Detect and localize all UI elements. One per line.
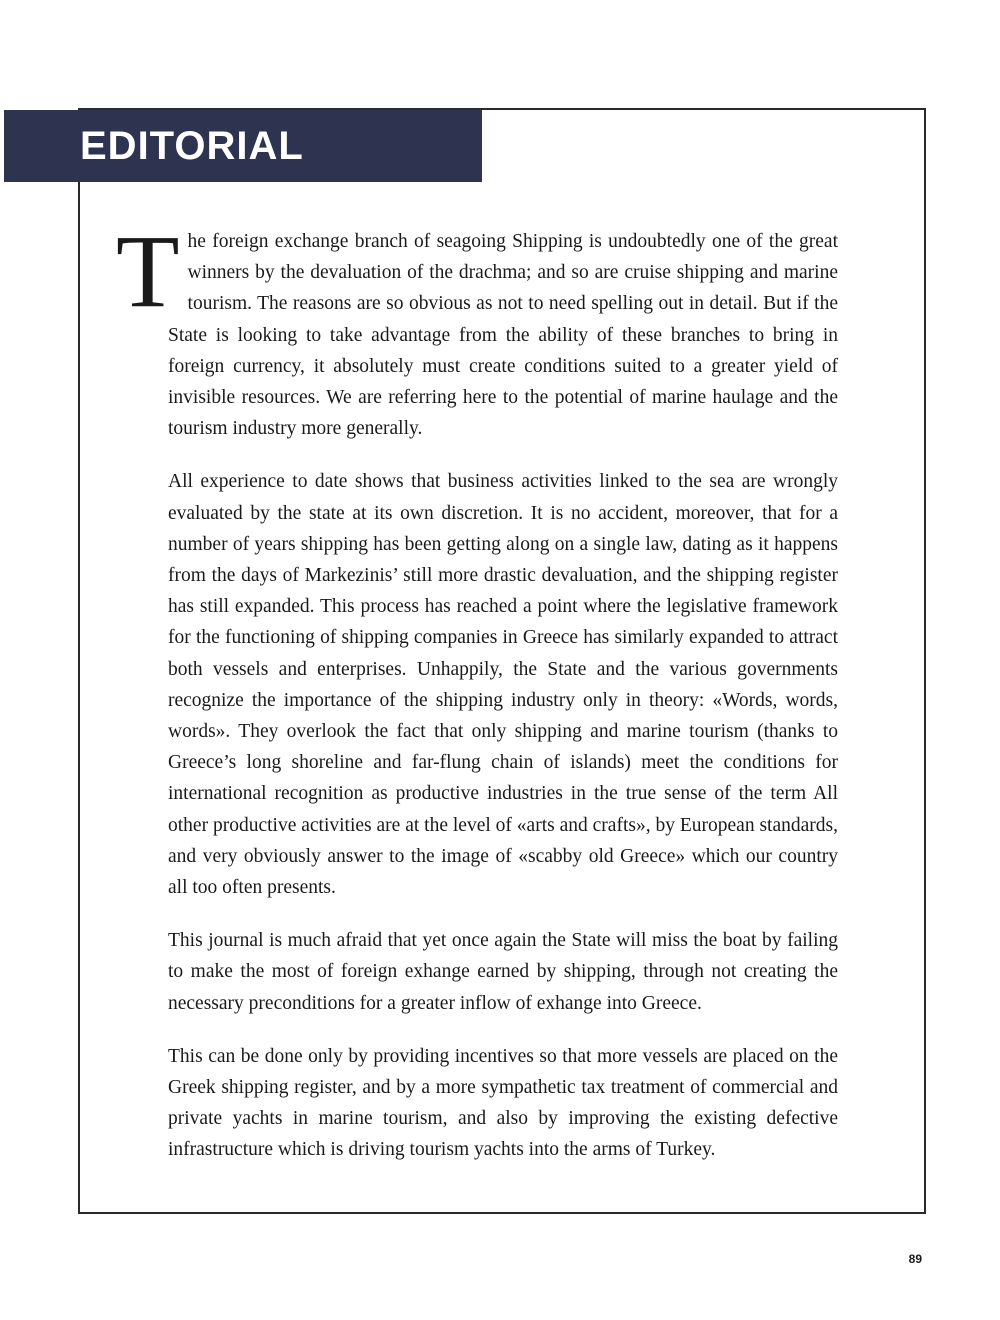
section-banner xyxy=(4,110,482,182)
paragraph-3: This journal is much afraid that yet once again the State will miss the boat by failing to make the most of foreign exhange earned by shipping, through not creating the necessary preconditions for a greater inflow of exhange into Greece. xyxy=(168,930,838,1014)
paragraph-1 xyxy=(116,214,838,444)
drop-cap: T xyxy=(116,214,180,329)
section-title: EDITORIAL xyxy=(80,124,304,168)
article-body xyxy=(116,214,838,1188)
page-number: 89 xyxy=(908,1252,922,1266)
paragraph-4: This can be done only by providing incentives so that more vessels are placed on the Greek shipping register, and by a more sympathetic tax treatment of commercial and private yachts in marine tourism, and also by improving the existing defective infrastructure which is driving tourism yachts into the arms of Turkey. xyxy=(168,1045,838,1161)
paragraph-2: All experience to date shows that business activities linked to the sea are wrongly evaluated by the state at its own discretion. It is no accident, moreover, that for a number of years shipping has been getting along on a single law, dating as it happens from the days of Markezinis’ still more drastic devaluation, and the shipping register has still expanded. This process has reached a point where the legislative framework for the functioning of shipping companies in Greece has similarly expanded to attract both vessels and enterprises. Unhappily, the State and the various governments recognize the importance of the shipping industry only in theory: «Words, words, words». They overlook the fact that only shipping and marine tourism (thanks to Greece’s long shoreline and far-flung chain of islands) meet the conditions for international recognition as productive industries in the true sense of the term All other productive activities are at the level of «arts and crafts», by European standards, and very obviously answer to the image of «scabby old Greece» which our country all too often presents. xyxy=(168,471,838,899)
paragraph-1-text: he foreign exchange branch of seagoing Shipping is undoubtedly one of the great winners by the devaluation of the drachma; and so are cruise shipping and marine tourism. The reasons are so obvious as not to need spelling out in detail. But if the State is looking to take advantage from the ability of these branches to bring in foreign currency, it absolutely must create conditions suited to a greater yield of invisible resources. We are referring here to the potential of marine haulage and the tourism industry more generally. xyxy=(168,231,838,440)
